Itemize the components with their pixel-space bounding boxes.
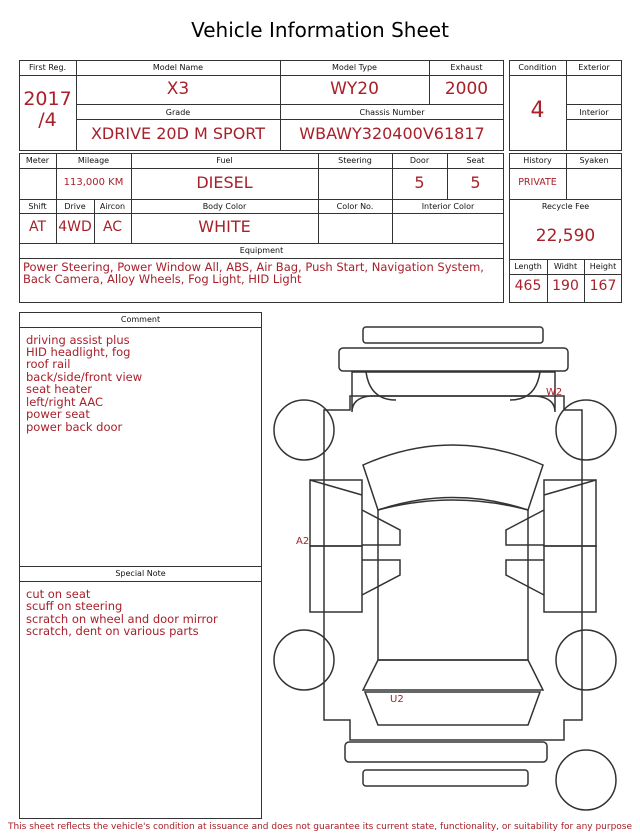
special-note-line: scratch on wheel and door mirror (26, 612, 218, 626)
recycle-fee-value: 22,590 (535, 226, 596, 246)
equipment-value: Power Steering, Power Window All, ABS, Air Bag, Push Start, Navigation System, Back Camera, Alloy Wheels, Fog Light, HID Light (23, 260, 484, 286)
comment-line: left/right AAC (26, 395, 104, 409)
length-label: Length (514, 262, 542, 271)
interior-label: Interior (579, 108, 609, 117)
comment-label: Comment (120, 315, 161, 324)
door-value: 5 (414, 173, 425, 192)
footer-disclaimer: This sheet reflects the vehicle's condition at issuance and does not guarantee its current state, functionality, or suitability for any purpose (7, 822, 633, 832)
first-reg-value: 2017 /4 (23, 88, 72, 131)
exhaust-label: Exhaust (450, 63, 483, 72)
seat-value: 5 (470, 173, 481, 192)
comment-line: power seat (26, 407, 90, 421)
comment-line: HID headlight, fog (26, 345, 131, 359)
body-color-value: WHITE (198, 217, 251, 236)
body-color-label: Body Color (202, 202, 247, 211)
door-label: Door (409, 156, 430, 165)
fuel-label: Fuel (216, 156, 233, 165)
recycle-fee-label: Recycle Fee (541, 202, 590, 211)
special-note-line: scratch, dent on various parts (26, 624, 199, 638)
damage-mark-u2: U2 (390, 694, 404, 705)
damage-mark-a2: A2 (296, 536, 310, 547)
first-reg-label: First Reg. (28, 63, 67, 72)
color-no-label: Color No. (336, 202, 374, 211)
exterior-label: Exterior (578, 63, 610, 72)
chassis-value: WBAWY320400V61817 (299, 124, 485, 143)
exhaust-value: 2000 (444, 79, 489, 99)
width-label: Widht (553, 262, 578, 271)
car-damage-diagram (270, 320, 630, 820)
shift-label: Shift (28, 202, 47, 211)
fuel-value: DIESEL (196, 173, 253, 192)
grade-value: XDRIVE 20D M SPORT (90, 124, 266, 143)
width-value: 190 (552, 278, 579, 294)
special-note-line: scuff on steering (26, 599, 123, 613)
drive-value: 4WD (58, 219, 92, 235)
comment-line: driving assist plus (26, 333, 130, 347)
mileage-label: Mileage (77, 156, 110, 165)
seat-label: Seat (466, 156, 485, 165)
drive-label: Drive (64, 202, 86, 211)
model-type-value: WY20 (330, 79, 379, 99)
length-value: 465 (514, 278, 542, 294)
model-name-value: X3 (166, 79, 190, 99)
aircon-label: Aircon (99, 202, 126, 211)
model-name-label: Model Name (152, 63, 204, 72)
steering-label: Steering (338, 156, 372, 165)
special-note-line: cut on seat (26, 587, 91, 601)
condition-label: Condition (518, 63, 557, 72)
comment-line: back/side/front view (26, 370, 143, 384)
height-value: 167 (589, 278, 617, 294)
comment-line: roof rail (26, 357, 71, 371)
meter-label: Meter (25, 156, 50, 165)
interior-color-label: Interior Color (421, 202, 475, 211)
grade-label: Grade (165, 108, 191, 117)
model-type-label: Model Type (332, 63, 377, 72)
syaken-label: Syaken (579, 156, 609, 165)
chassis-label: Chassis Number (359, 108, 425, 117)
sheet-title: Vehicle Information Sheet (191, 18, 449, 42)
shift-value: AT (28, 219, 47, 235)
mileage-value: 113,000 KM (63, 177, 124, 188)
equipment-label: Equipment (239, 246, 284, 255)
damage-mark-w2: W2 (546, 387, 563, 398)
comment-line: power back door (26, 420, 123, 434)
history-label: History (523, 156, 552, 165)
aircon-value: AC (102, 219, 123, 235)
special-note-label: Special Note (115, 569, 166, 578)
condition-value: 4 (530, 98, 545, 123)
height-label: Height (589, 262, 617, 271)
history-value: PRIVATE (518, 177, 557, 188)
comment-line: seat heater (26, 382, 93, 396)
